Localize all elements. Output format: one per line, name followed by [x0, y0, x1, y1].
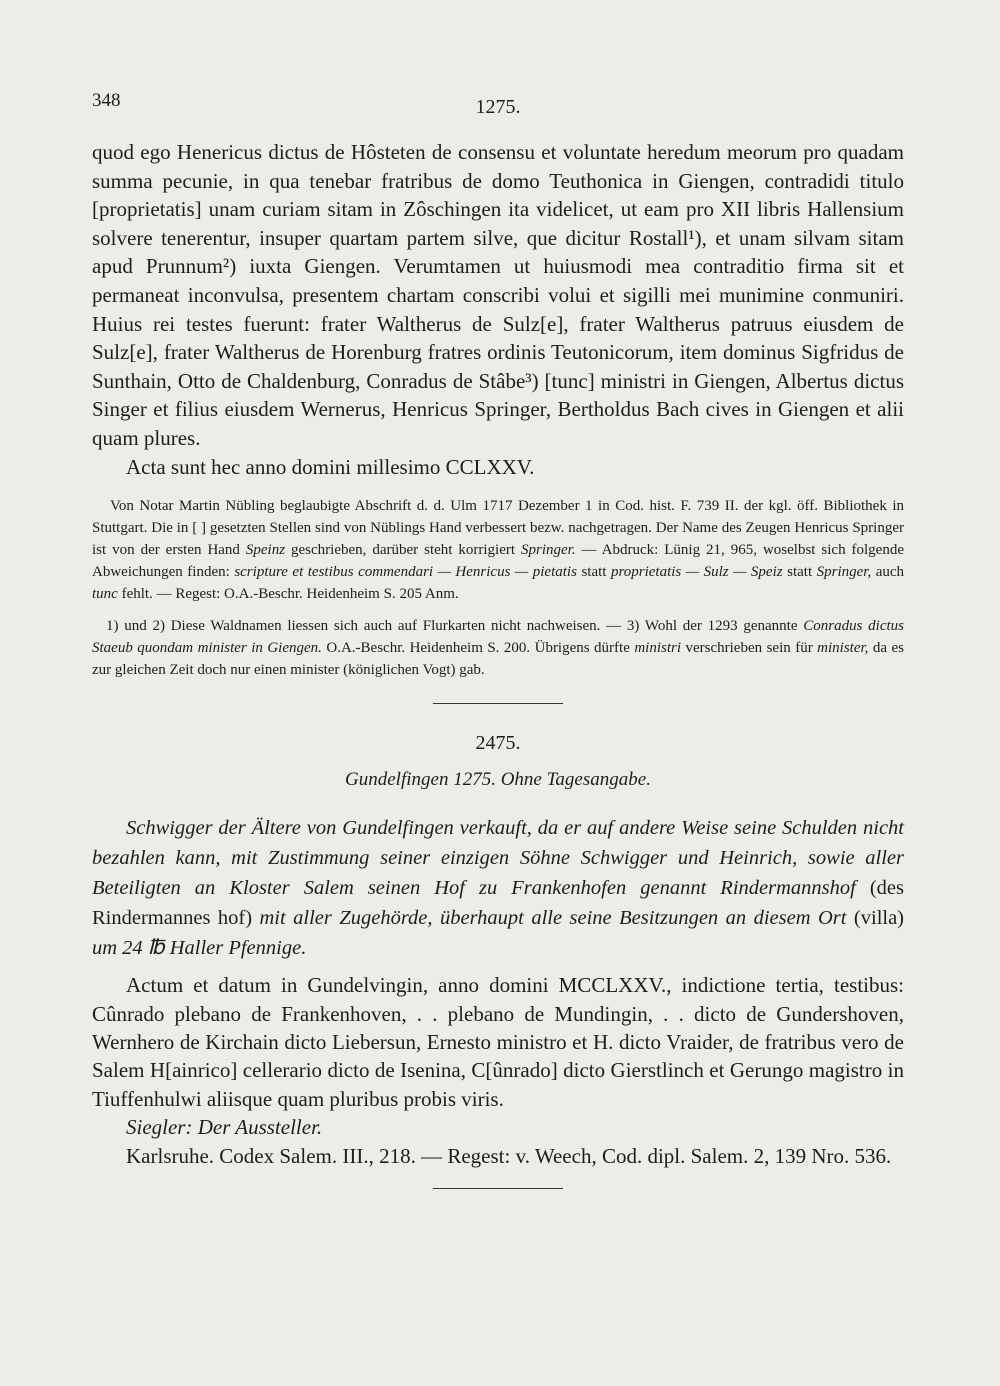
running-head-year: 1275.: [475, 96, 521, 118]
archive-source: Karlsruhe. Codex Salem. III., 218. — Regest: v. Weech, Cod. dipl. Salem. 2, 139 Nro. 536.: [126, 1143, 892, 1168]
siegler-line: Siegler: Der Aussteller.: [126, 1115, 323, 1140]
charter-text: [92, 138, 904, 481]
place-date: Gundelfingen 1275. Ohne Tagesangabe.: [345, 769, 651, 791]
source-note: [92, 495, 904, 605]
footnote-text: 1) und 2) Diese Waldnamen liessen sich auch auf Flurkarten nicht nachweisen. — 3) Wohl der 1293 genannte Conradus dictus Staeub quondam minister in Giengen. O.A.-Beschr. Heidenheim S. 200. Übrigens dürfte ministri verschrieben sein für minister, da es zur gleichen Zeit doch nur einen minister (königlichen Vogt) gab.: [92, 618, 905, 679]
footnotes: [92, 615, 904, 681]
page-number: 348: [92, 90, 121, 111]
source-note-text: Von Notar Martin Nübling beglaubigte Abschrift d. d. Ulm 1717 Dezember 1 in Cod. hist. F. 739 II. der kgl. öff. Bibliothek in Stuttgart. Die in [ ] gesetzten Stellen sind von Nüblings Hand verbessert bezw. nachgetragen. Der Name des Zeugen Henricus Springer ist von der ersten Hand Speinz geschrieben, darüber steht korrigiert Springer. — Abdruck: Lünig 21, 965, woselbst sich folgende Abweichungen finden: scripture et testibus commendari — Henricus — pietatis statt proprietatis — Sulz — Speiz statt Springer, auch tunc fehlt. — Regest: O.A.-Beschr. Heidenheim S. 205 Anm.: [92, 498, 905, 603]
regest-summary: [92, 813, 904, 963]
page-header: [92, 90, 904, 138]
end-divider: [433, 1188, 563, 1189]
charter-closing: Acta sunt hec anno domini millesimo CCLXXV.: [126, 454, 535, 479]
section-divider: [433, 703, 563, 704]
charter-2-text: [92, 971, 904, 1170]
charter-2-body: Actum et datum in Gundelvingin, anno domini MCCLXXV., indictione tertia, testibus: Cûnrado plebano de Frankenhoven, . . plebano de Mundingin, . . dicto de Gundershoven, Wernhero de Kirchain dicto Liebersun, Ernesto ministro et H. dicto Vraider, de fratribus vero de Salem H[ainrico] cellerario dicto de Isenina, C[ûnrado] dicto Gierstlinch et Gerungo magistro in Tiuffenhulwi aliisque quam pluribus probis viris.: [92, 973, 904, 1111]
summary-text: Schwigger der Ältere von Gundelfingen verkauft, da er auf andere Weise seine Schulden nicht bezahlen kann, mit Zustimmung seiner einzigen Söhne Schwigger und Heinrich, sowie aller Beteiligten an Kloster Salem seinen Hof zu Frankenhofen genannt Rindermannshof (des Rindermannes hof) mit aller Zugehörde, überhaupt alle seine Besitzungen an diesem Ort (villa) um 24 ℔ Haller Pfennige.: [92, 817, 905, 960]
charter-body: quod ego Henericus dictus de Hôsteten de consensu et voluntate heredum meorum pro quadam summa pecunie, in qua tenebar fratribus de domo Teuthonica in Giengen, contradidi titulo [proprietatis] unam curiam sitam in Zôschingen ita videlicet, ut eam pro XII libris Hallensium solvere tenerentur, insuper quartam partem silve, que dicitur Rostall¹), et unam silvam sitam apud Prunnum²) iuxta Giengen. Verumtamen ut huiusmodi mea contraditio firma sit et permaneat inconvulsa, presentem chartam conscribi volui et sigilli mei munimine conmuniri. Huius rei testes fuerunt: frater Waltherus de Sulz[e], frater Waltherus patruus eiusdem de Sulz[e], frater Waltherus de Horenburg fratres ordinis Teutonicorum, item dominus Sigfridus de Sunthain, Otto de Chaldenburg, Conradus de Stâbe³) [tunc] ministri in Giengen, Albertus dictus Singer et filius eiusdem Wernerus, Henricus Springer, Bertholdus Bach cives in Giengen et alii quam plures.: [92, 140, 904, 450]
document-number: 2475.: [475, 732, 521, 755]
